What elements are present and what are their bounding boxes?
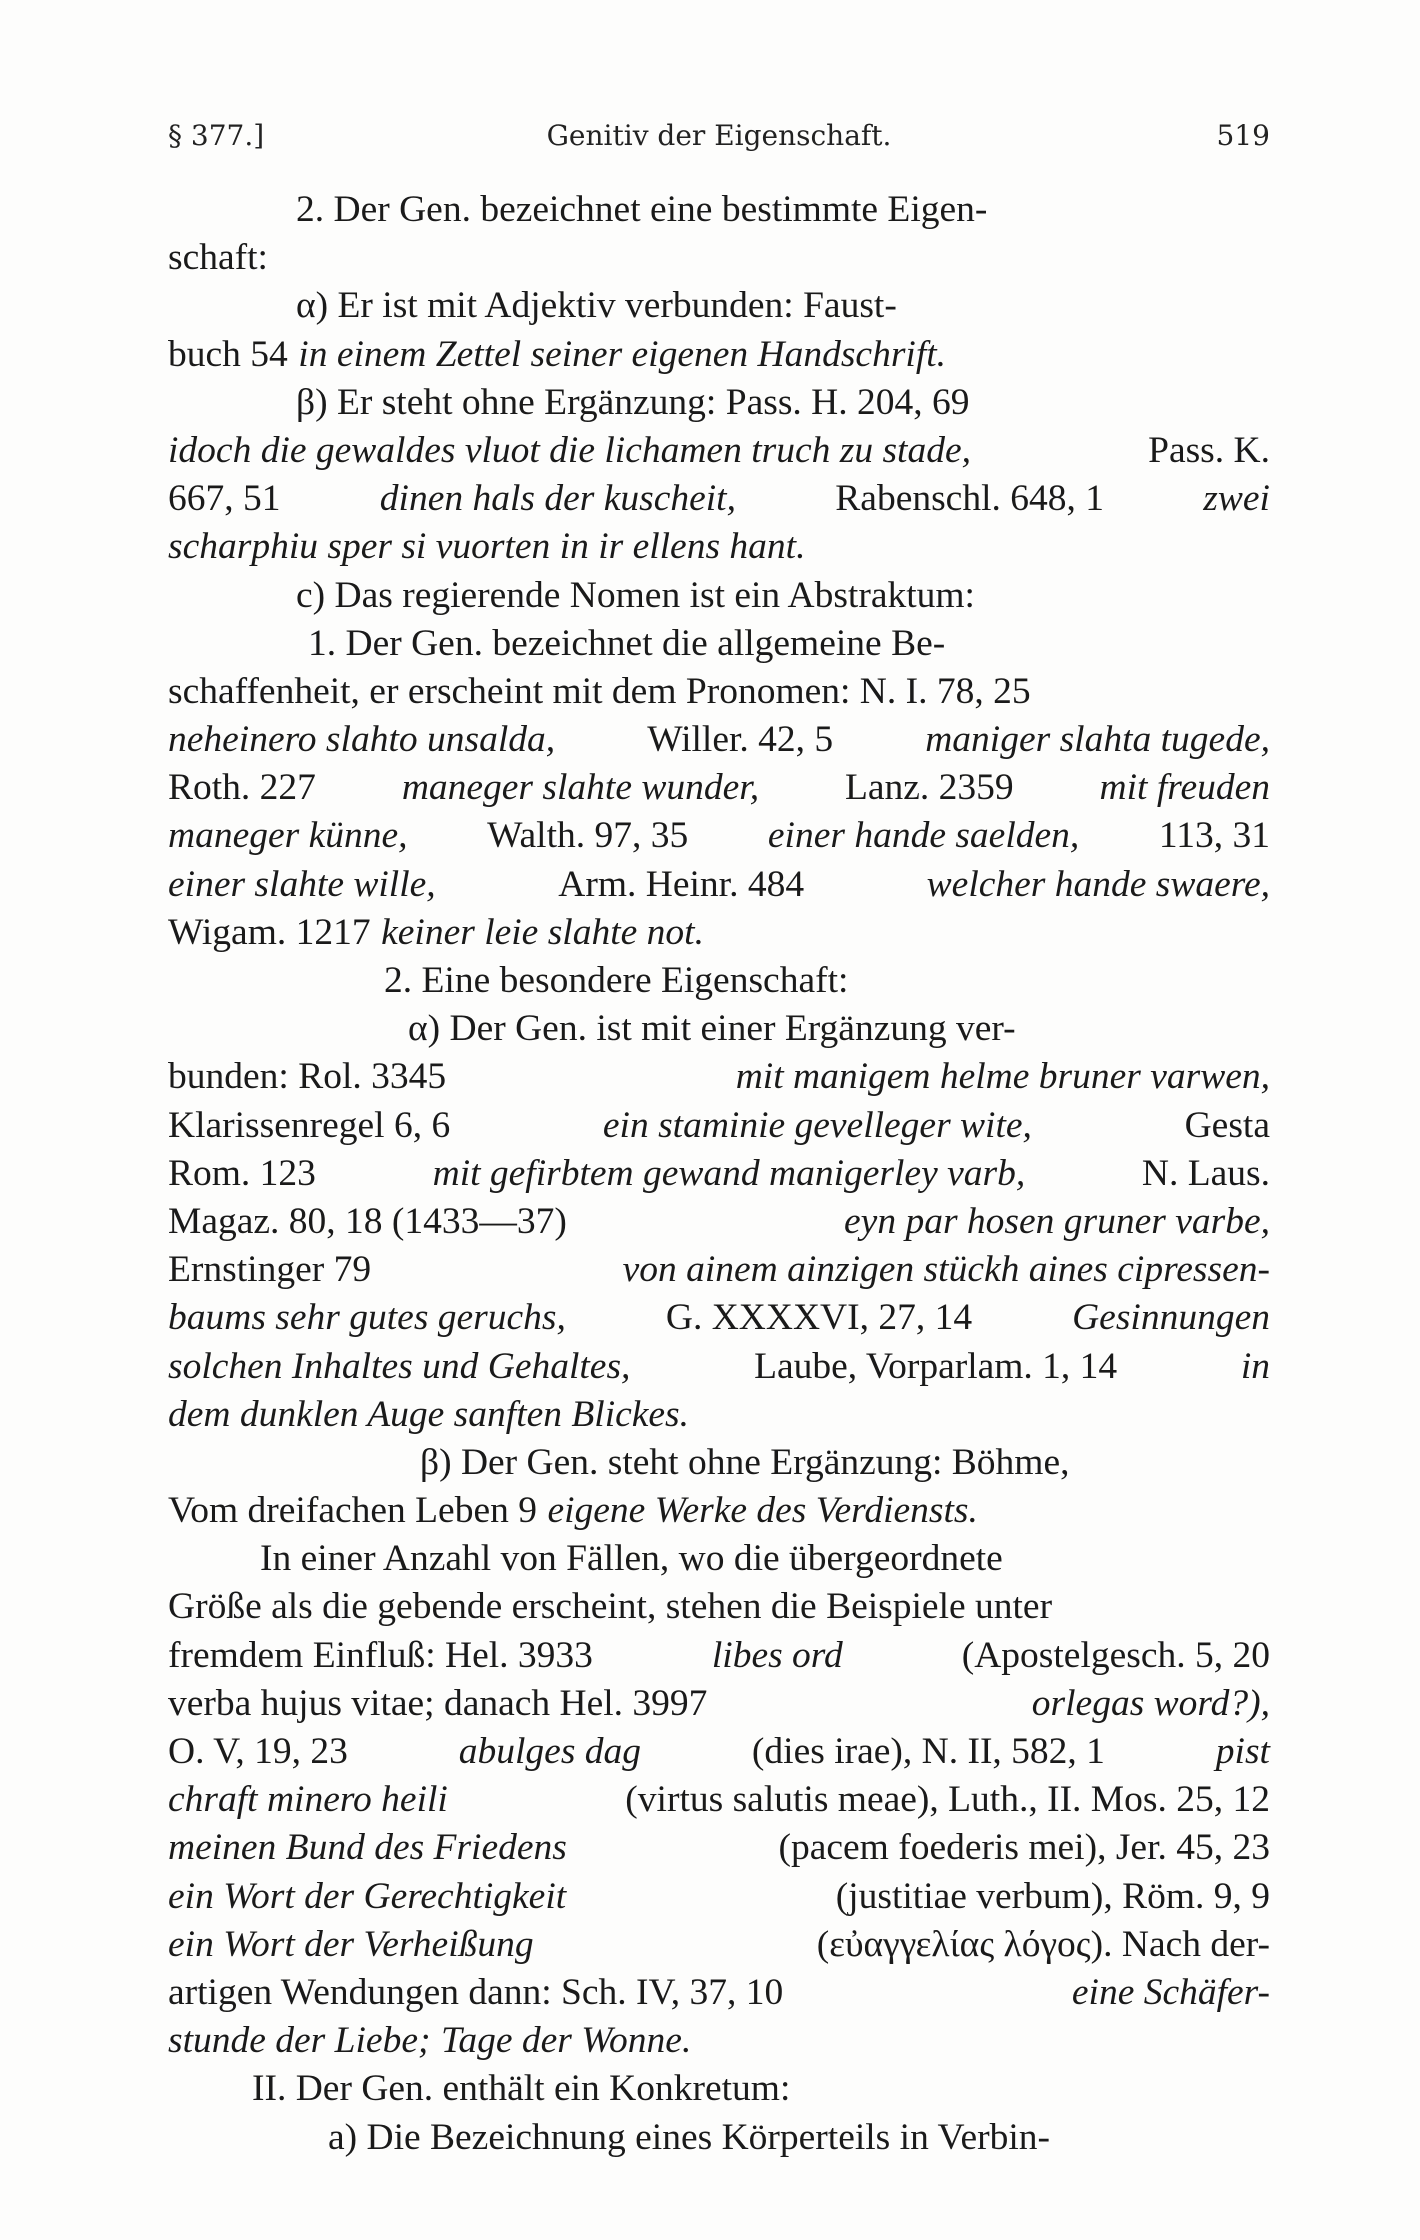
section-number: § 377.] [168, 119, 265, 152]
italic-citation: mit freuden [1099, 767, 1270, 809]
text-segment: Roth. 227 [168, 767, 316, 809]
italic-citation: von ainem ainzigen stückh aines cipressen- [622, 1249, 1270, 1291]
text-segment: G. XXXXVI, 27, 14 [665, 1297, 973, 1339]
italic-citation: mit manigem helme bruner varwen, [735, 1056, 1270, 1098]
text-segment: fremdem Einfluß: Hel. 3933 [168, 1634, 593, 1676]
italic-citation: stunde der Liebe; [168, 2020, 431, 2062]
italic-citation: Gesinnungen [1072, 1297, 1270, 1339]
text-line [168, 1921, 1270, 1969]
text-segment: (pacem foederis mei), Jer. 45, 23 [778, 1827, 1270, 1869]
text-line [168, 1583, 1270, 1631]
text-segment: Ernstinger 79 [168, 1249, 372, 1291]
text-segment: α) Der Gen. ist mit einer Ergänzung ver- [408, 1008, 1016, 1050]
italic-citation: Tage der Wonne. [440, 2020, 692, 2062]
text-segment: Lanz. 2359 [844, 767, 1014, 809]
text-segment: Gesta [1184, 1104, 1270, 1146]
italic-citation: eine Schäfer- [1071, 1971, 1270, 2013]
text-segment: Walth. 97, 35 [487, 815, 689, 857]
italic-citation: ein Wort der Gerechtigkeit [168, 1875, 567, 1917]
text-line [168, 716, 1270, 764]
italic-citation: in einem Zettel seiner eigenen Handschrift. [298, 333, 947, 375]
italic-citation: scharphiu sper si vuorten in ir ellens hant. [168, 526, 806, 568]
italic-citation: in [1240, 1345, 1270, 1387]
text-segment: II. Der Gen. enthält ein Konkretum: [252, 2068, 791, 2110]
italic-citation: ein Wort der Verheißung [168, 1923, 534, 1965]
text-segment: 2. Eine besondere Eigenschaft: [384, 960, 849, 1001]
text-line [168, 523, 1270, 571]
text-line [168, 909, 1270, 957]
italic-citation: maneger slahte wunder, [401, 767, 760, 809]
text-line [168, 1294, 1270, 1342]
text-line [168, 1728, 1270, 1776]
text-line [168, 1535, 1270, 1583]
italic-citation: meinen Bund des Friedens [168, 1827, 567, 1869]
italic-citation: solchen Inhaltes und Gehaltes, [168, 1345, 631, 1387]
text-segment: In einer Anzahl von Fällen, wo die übergeordnete [260, 1538, 1003, 1580]
text-segment: schaft: [168, 237, 268, 279]
italic-citation: ein staminie gevelleger wite, [602, 1104, 1032, 1146]
text-segment: 667, 51 [168, 478, 281, 520]
text-line [168, 1005, 1270, 1053]
text-segment: 1. Der Gen. bezeichnet die allgemeine Be- [308, 622, 946, 664]
italic-citation: orlegas word?), [1031, 1682, 1270, 1724]
text-line [168, 1150, 1270, 1198]
text-line [168, 957, 1270, 1005]
text-segment: Wigam. 1217 [168, 911, 371, 953]
text-segment: Klarissenregel 6, 6 [168, 1104, 451, 1146]
italic-citation: mit gefirbtem gewand manigerley varb, [432, 1152, 1026, 1194]
italic-citation: pist [1215, 1731, 1270, 1772]
text-segment: Größe als die gebende erscheint, stehen die Beispiele unter [168, 1586, 1053, 1628]
italic-citation: einer hande saelden, [767, 815, 1080, 857]
italic-citation: eigene Werke des Verdiensts. [547, 1490, 978, 1532]
running-title: Genitiv der Eigenschaft. [546, 119, 892, 152]
text-line [168, 379, 1270, 427]
text-segment: a) Die Bezeichnung eines Körperteils in Verbin- [328, 2116, 1050, 2158]
text-line [168, 2017, 1270, 2065]
text-segment: O. V, 19, 23 [168, 1731, 348, 1772]
text-line [168, 812, 1270, 860]
text-segment: 113, 31 [1158, 815, 1270, 857]
text-segment: N. Laus. [1141, 1152, 1270, 1194]
text-line [168, 475, 1270, 523]
text-segment: Rom. 123 [168, 1152, 316, 1194]
text-segment: 2. Der Gen. bezeichnet eine bestimmte Eigen- [296, 189, 988, 230]
text-line [168, 1776, 1270, 1824]
text-segment: α) Er ist mit Adjektiv verbunden: Faust- [296, 285, 897, 327]
text-line [168, 2114, 1270, 2162]
italic-citation: baums sehr gutes geruchs, [168, 1297, 566, 1339]
text-segment: (virtus salutis meae), Luth., II. Mos. 25, 12 [625, 1779, 1270, 1821]
text-segment: Arm. Heinr. 484 [558, 863, 805, 905]
italic-citation: keiner leie slahte not. [381, 911, 704, 953]
text-line [168, 234, 1270, 282]
text-line [168, 1632, 1270, 1680]
text-line [168, 1969, 1270, 2017]
text-segment: (εὐαγγελίας λόγος). Nach der- [816, 1923, 1270, 1965]
text-line [168, 1680, 1270, 1728]
text-line [168, 282, 1270, 330]
text-segment: Pass. K. [1148, 429, 1270, 471]
running-header [168, 112, 1270, 160]
text-line [168, 1873, 1270, 1921]
italic-citation: dem dunklen Auge sanften Blickes. [168, 1393, 690, 1435]
text-segment: bunden: Rol. 3345 [168, 1056, 447, 1098]
text-segment: Willer. 42, 5 [647, 719, 834, 761]
text-line [168, 764, 1270, 812]
text-segment: β) Der Gen. steht ohne Ergänzung: Böhme, [420, 1441, 1070, 1483]
text-segment: Laube, Vorparlam. 1, 14 [754, 1345, 1118, 1387]
text-segment: buch 54 [168, 333, 288, 375]
text-segment: β) Er steht ohne Ergänzung: Pass. H. 204, 69 [296, 381, 970, 423]
text-line [168, 331, 1270, 379]
text-line [168, 1102, 1270, 1150]
italic-citation: maniger slahta tugede, [925, 719, 1270, 761]
text-line [168, 1343, 1270, 1391]
text-line [168, 1487, 1270, 1535]
italic-citation: idoch die gewaldes vluot die lichamen truch zu stade, [168, 429, 971, 471]
text-line [168, 572, 1270, 620]
text-segment: verba hujus vitae; danach Hel. 3997 [168, 1682, 708, 1724]
page-number: 519 [1216, 119, 1270, 152]
text-segment: c) Das regierende Nomen ist ein Abstraktum: [296, 574, 975, 616]
text-segment: Magaz. 80, 18 (1433—37) [168, 1200, 567, 1242]
text-line [168, 1053, 1270, 1101]
text-line [168, 620, 1270, 668]
text-segment: (Apostelgesch. 5, 20 [961, 1634, 1270, 1676]
text-line [168, 1246, 1270, 1294]
italic-citation: einer slahte wille, [168, 863, 436, 905]
text-segment: artigen Wendungen dann: Sch. IV, 37, 10 [168, 1971, 784, 2013]
text-line [168, 1391, 1270, 1439]
text-segment: Vom dreifachen Leben 9 [168, 1490, 537, 1532]
text-segment: (justitiae verbum), Röm. 9, 9 [835, 1875, 1270, 1917]
text-line [168, 427, 1270, 475]
italic-citation: welcher hande swaere, [926, 863, 1270, 905]
body-text [168, 186, 1270, 2162]
text-line [168, 2065, 1270, 2113]
text-line [168, 1439, 1270, 1487]
italic-citation: abulges dag [458, 1731, 642, 1772]
text-segment: schaffenheit, er erscheint mit dem Pronomen: N. I. 78, 25 [168, 670, 1031, 712]
text-line [168, 668, 1270, 716]
text-segment: Rabenschl. 648, 1 [835, 478, 1104, 520]
italic-citation: maneger künne, [168, 815, 408, 857]
italic-citation: chraft minero heili [168, 1779, 448, 1821]
italic-citation: zwei [1203, 478, 1270, 520]
italic-citation: neheinero slahto unsalda, [168, 719, 556, 761]
italic-citation: dinen hals der kuscheit, [379, 478, 736, 520]
text-line [168, 186, 1270, 234]
text-line [168, 1824, 1270, 1872]
italic-citation: libes ord [711, 1634, 843, 1676]
italic-citation: eyn par hosen gruner varbe, [844, 1200, 1270, 1242]
text-line [168, 1198, 1270, 1246]
text-line [168, 861, 1270, 909]
text-segment: (dies irae), N. II, 582, 1 [751, 1731, 1105, 1772]
